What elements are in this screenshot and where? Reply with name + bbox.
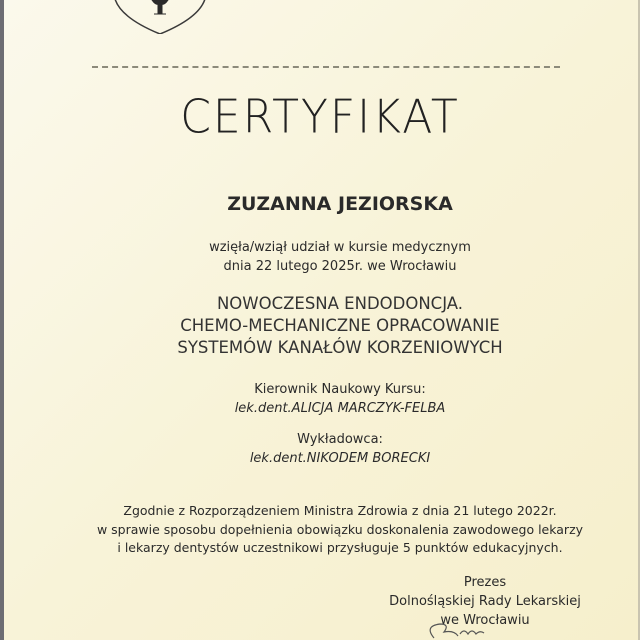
participation-line: dnia 22 lutego 2025r. we Wrocławiu: [223, 259, 457, 274]
regulation-text: [80, 502, 600, 558]
participation-line: wzięła/wziął udział w kursie medycznym: [209, 240, 471, 255]
lecturer-name: lek.dent.NIKODEM BORECKI: [249, 451, 431, 466]
regulation-line: Zgodnie z Rozporządzeniem Ministra Zdrowia z dnia 21 lutego 2022r.: [123, 503, 557, 518]
handwritten-signature: [420, 620, 510, 640]
photo-edge: [0, 0, 4, 640]
participation-text: [120, 238, 560, 276]
course-title-line: CHEMO-MECHANICZNE OPRACOWANIE: [180, 316, 500, 335]
signatory-line: Dolnośląskiej Rady Lekarskiej: [389, 594, 581, 609]
regulation-line: w sprawie sposobu dopełnienia obowiązku doskonalenia zawodowego lekarzy: [96, 521, 584, 537]
course-title-line: NOWOCZESNA ENDODONCJA.: [216, 294, 464, 313]
lecturer: [120, 430, 560, 468]
certificate-title: CERTYFIKAT: [180, 90, 460, 145]
scientific-lead-label: Kierownik Naukowy Kursu:: [254, 382, 426, 397]
signatory-line: we Wrocławiu: [440, 613, 530, 628]
lecturer-label: Wykładowca:: [297, 432, 383, 447]
coat-of-arms-emblem: [112, 0, 208, 34]
divider: [92, 66, 560, 68]
participant-name: ZUZANNA JEZIORSKA: [227, 193, 453, 215]
regulation-line: i lekarzy dentystów uczestnikowi przysługuje 5 punktów edukacyjnych.: [117, 540, 563, 555]
signatory-line: Prezes: [463, 575, 507, 590]
scientific-lead: [120, 380, 560, 418]
course-title: [120, 293, 560, 359]
scientific-lead-name: lek.dent.ALICJA MARCZYK-FELBA: [234, 401, 446, 416]
course-title-line: SYSTEMÓW KANAŁÓW KORZENIOWYCH: [177, 338, 503, 357]
